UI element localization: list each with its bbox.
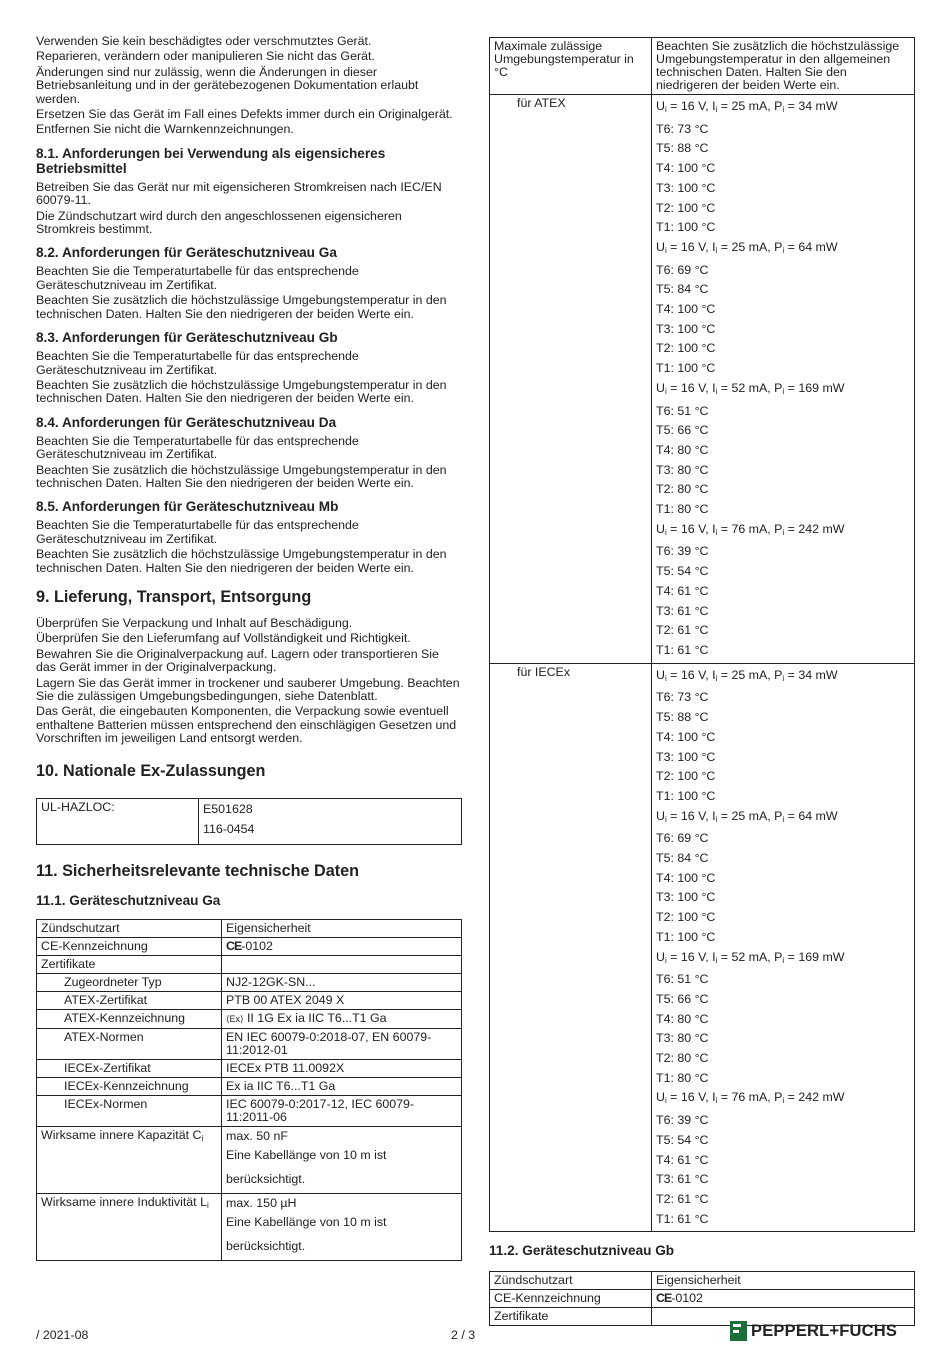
subscript: i bbox=[664, 955, 667, 965]
subscript: i bbox=[664, 245, 667, 255]
cell-label: Zertifikate bbox=[37, 955, 222, 973]
temperature-class: T3: 61 °C bbox=[656, 603, 709, 618]
temperature-class: T6: 69 °C bbox=[656, 831, 709, 846]
temperature-class: T6: 73 °C bbox=[656, 690, 709, 705]
ex-approvals-table bbox=[36, 798, 462, 845]
temperature-class: T3: 100 °C bbox=[656, 321, 716, 336]
iecex-label: für IECEx bbox=[490, 663, 652, 1232]
value-segment: = 16 V, I bbox=[666, 1090, 716, 1105]
temperature-class: T4: 100 °C bbox=[656, 161, 716, 176]
temperature-table bbox=[489, 37, 915, 1232]
electrical-values bbox=[656, 948, 910, 971]
temperature-class: T2: 100 °C bbox=[656, 341, 716, 356]
temperature-class: T5: 54 °C bbox=[656, 1132, 709, 1147]
value-segment: = 242 mW bbox=[784, 521, 845, 536]
cell-label: Zündschutzart bbox=[490, 1272, 652, 1290]
temperature-class: T1: 100 °C bbox=[656, 788, 716, 803]
temperature-class: T5: 88 °C bbox=[656, 710, 709, 725]
cell-value: NJ2-12GK-SN... bbox=[222, 973, 462, 991]
value-segment: = 34 mW bbox=[784, 99, 838, 113]
temperature-class: T3: 61 °C bbox=[656, 1172, 709, 1187]
table-row bbox=[37, 919, 462, 937]
cell-label: IECEx-Kennzeichnung bbox=[37, 1077, 222, 1095]
cell-label: Zertifikate bbox=[490, 1308, 652, 1326]
cell-value: IECEx PTB 11.0092X bbox=[222, 1059, 462, 1077]
inductance-note: Eine Kabellänge von 10 m ist berücksichtigt. bbox=[226, 1214, 387, 1253]
temperature-class: T5: 54 °C bbox=[656, 564, 709, 579]
section-8-4-title: 8.4. Anforderungen für Geräteschutzniveau Da bbox=[36, 414, 337, 430]
value-segment: = 169 mW bbox=[784, 380, 845, 395]
table-row bbox=[490, 1290, 915, 1308]
temperature-class: T1: 100 °C bbox=[656, 220, 716, 235]
table-row bbox=[37, 1028, 462, 1059]
section-8-4-text: Beachten Sie zusätzlich die höchstzulässige Umgebungstemperatur in den technischen Daten. Halten Sie den niedrigeren der beiden Werte ein. bbox=[36, 462, 447, 490]
section-8-3-title: 8.3. Anforderungen für Geräteschutzniveau Gb bbox=[36, 330, 338, 346]
safety-note: Verwenden Sie kein beschädigtes oder verschmutztes Gerät. bbox=[36, 34, 372, 48]
cell-value bbox=[222, 1126, 462, 1193]
section-8-1-text: Die Zündschutzart wird durch den angeschlossenen eigensicheren Stromkreis bestimmt. bbox=[36, 208, 402, 237]
value-segment: = 64 mW bbox=[784, 239, 838, 254]
cell-value bbox=[222, 1193, 462, 1260]
safety-note: Änderungen sind nur zulässig, wenn die Änderungen in dieser Betriebsanleitung und in der gerätebezogenen Dokumentation erlaubt werden. bbox=[36, 64, 419, 106]
brand-name: PEPPERL+FUCHS bbox=[751, 1321, 898, 1340]
section-8-4-text: Beachten Sie die Temperaturtabelle für das entsprechende Geräteschutzniveau im Zertifikat. bbox=[36, 433, 359, 462]
temperature-class: T6: 69 °C bbox=[656, 262, 709, 277]
section-9-text: Bewahren Sie die Originalverpackung auf. Lagern oder transportieren Sie das Gerät immer in der Originalverpackung. bbox=[36, 646, 439, 675]
table-row bbox=[37, 1059, 462, 1077]
temperature-class: T2: 100 °C bbox=[656, 769, 716, 784]
atex-label: für ATEX bbox=[490, 95, 652, 664]
subscript: i bbox=[664, 386, 667, 396]
atex-marking: II 1G Ex ia IIC T6...T1 Ga bbox=[246, 1010, 387, 1025]
footer-date: / 2021-08 bbox=[36, 1328, 89, 1342]
table-row bbox=[37, 973, 462, 991]
table-row bbox=[37, 1193, 462, 1260]
section-9-text: Lagern Sie das Gerät immer in trockener und sauberer Umgebung. Beachten Sie die zulässigen Umgebungsbedingungen, siehe Datenblatt. bbox=[36, 675, 460, 703]
cell-label bbox=[37, 1126, 222, 1193]
table-row bbox=[37, 1077, 462, 1095]
value-segment: = 34 mW bbox=[784, 667, 838, 682]
cell-value: EN IEC 60079-0:2018-07, EN 60079-11:2012-01 bbox=[222, 1028, 462, 1059]
section-8-2-title: 8.2. Anforderungen für Geräteschutzniveau Ga bbox=[36, 245, 337, 261]
subscript: i bbox=[715, 814, 718, 824]
electrical-values bbox=[656, 520, 910, 543]
value-segment: = 16 V, I bbox=[666, 949, 716, 964]
table-row bbox=[37, 991, 462, 1009]
inductance-value: max. 150 µH bbox=[226, 1195, 297, 1210]
table-row bbox=[37, 1126, 462, 1193]
temperature-class: T3: 100 °C bbox=[656, 180, 716, 195]
temperature-class: T3: 80 °C bbox=[656, 1031, 709, 1046]
safety-note: Reparieren, verändern oder manipulieren Sie nicht das Gerät. bbox=[36, 49, 375, 64]
subscript: i bbox=[782, 386, 785, 396]
max-temp-note: Beachten Sie zusätzlich die höchstzulässige Umgebungstemperatur in den allgemeinen technischen Daten. Halten Sie den niedrigeren der beiden Werte ein. bbox=[652, 38, 915, 95]
subscript: i bbox=[664, 105, 667, 114]
value-segment: = 76 mA, P bbox=[717, 1090, 783, 1105]
value-segment: = 16 V, I bbox=[666, 521, 716, 536]
temperature-class: T3: 80 °C bbox=[656, 462, 709, 477]
temperature-class: T1: 61 °C bbox=[656, 642, 709, 657]
temperature-class: T1: 61 °C bbox=[656, 1211, 709, 1226]
temperature-class: T1: 80 °C bbox=[656, 1070, 709, 1085]
cell-value bbox=[222, 937, 462, 955]
temperature-class: T6: 39 °C bbox=[656, 1113, 709, 1128]
value-segment: = 52 mA, P bbox=[717, 949, 783, 964]
subscript: i bbox=[715, 245, 718, 255]
ce-mark-icon: CE bbox=[226, 938, 242, 953]
section-8-1-title: 8.1. Anforderungen bei Verwendung als eigensicheres Betriebsmittel bbox=[36, 145, 386, 176]
table-row bbox=[490, 663, 915, 1232]
temperature-class: T2: 61 °C bbox=[656, 1191, 709, 1206]
page-number: 2 / 3 bbox=[451, 1328, 476, 1342]
subscript: i bbox=[206, 1200, 209, 1210]
temperature-class: T5: 84 °C bbox=[656, 851, 709, 866]
cell-label bbox=[37, 1193, 222, 1260]
electrical-values bbox=[656, 238, 910, 261]
ce-number: -0102 bbox=[241, 938, 273, 953]
subscript: i bbox=[201, 1133, 204, 1143]
value-segment: = 25 mA, P bbox=[717, 667, 783, 682]
subscript: i bbox=[715, 1096, 718, 1106]
cell-value: Eigensicherheit bbox=[652, 1272, 915, 1290]
temperature-class: T4: 100 °C bbox=[656, 302, 716, 317]
value-segment: = 16 V, I bbox=[666, 808, 716, 823]
electrical-values bbox=[656, 807, 910, 830]
section-8-5-text: Beachten Sie zusätzlich die höchstzulässige Umgebungstemperatur in den technischen Daten. Halten Sie den niedrigeren der beiden Werte ein. bbox=[36, 547, 447, 575]
value-segment: = 16 V, I bbox=[666, 99, 716, 113]
temperature-class: T4: 61 °C bbox=[656, 1152, 709, 1167]
subscript: i bbox=[782, 673, 785, 683]
value-segment: U bbox=[656, 521, 665, 536]
temperature-class: T5: 84 °C bbox=[656, 282, 709, 297]
temperature-class: T1: 100 °C bbox=[656, 361, 716, 376]
safety-note: Ersetzen Sie das Gerät im Fall eines Defekts immer durch ein Originalgerät. bbox=[36, 107, 453, 122]
table-row bbox=[37, 1009, 462, 1028]
value-segment: U bbox=[656, 667, 665, 682]
capacitance-label: Wirksame innere Kapazität C bbox=[41, 1127, 202, 1142]
temperature-class: T6: 39 °C bbox=[656, 544, 709, 559]
subscript: i bbox=[664, 1096, 667, 1106]
table-row bbox=[37, 937, 462, 955]
section-8-5-title: 8.5. Anforderungen für Geräteschutzniveau Mb bbox=[36, 499, 339, 515]
subscript: i bbox=[715, 673, 718, 683]
value-segment: = 25 mA, P bbox=[717, 99, 783, 113]
temperature-class: T5: 66 °C bbox=[656, 991, 709, 1006]
cell-value: PTB 00 ATEX 2049 X bbox=[222, 991, 462, 1009]
value-segment: = 76 mA, P bbox=[717, 521, 783, 536]
section-8-2-text: Beachten Sie zusätzlich die höchstzulässige Umgebungstemperatur in den technischen Daten. Halten Sie den niedrigeren der beiden Werte ein. bbox=[36, 293, 447, 321]
left-column bbox=[36, 35, 462, 1261]
value-segment: = 52 mA, P bbox=[717, 380, 783, 395]
temperature-class: T3: 100 °C bbox=[656, 890, 716, 905]
brand-logo bbox=[730, 1320, 897, 1342]
cell-label: ATEX-Kennzeichnung bbox=[37, 1009, 222, 1028]
value-segment: U bbox=[656, 949, 665, 964]
electrical-values bbox=[656, 379, 910, 402]
value-segment: U bbox=[656, 808, 665, 823]
subscript: i bbox=[664, 814, 667, 824]
electrical-values bbox=[656, 666, 910, 689]
section-9-text: Das Gerät, die eingebauten Komponenten, die Verpackung sowie eventuell enthaltene Batterien müssen entsprechend den einschlägigen Gesetzen und Vorschriften im jeweiligen Land entsorgt werden. bbox=[36, 704, 457, 746]
cell-label: ATEX-Normen bbox=[37, 1028, 222, 1059]
temperature-class: T5: 66 °C bbox=[656, 423, 709, 438]
cell-label: ATEX-Zertifikat bbox=[37, 991, 222, 1009]
value-segment: U bbox=[656, 380, 665, 395]
subscript: i bbox=[715, 527, 718, 537]
iecex-temperature-values bbox=[652, 663, 915, 1232]
temperature-class: T3: 100 °C bbox=[656, 749, 716, 764]
temperature-class: T4: 100 °C bbox=[656, 729, 716, 744]
value-segment: = 169 mW bbox=[784, 949, 845, 964]
table-row bbox=[490, 95, 915, 664]
table-row bbox=[37, 955, 462, 973]
cell-label: Zündschutzart bbox=[37, 919, 222, 937]
subscript: i bbox=[782, 105, 785, 114]
subscript: i bbox=[782, 527, 785, 537]
max-temp-label: Maximale zulässige Umgebungstemperatur in °C bbox=[490, 38, 652, 95]
subscript: i bbox=[715, 105, 718, 114]
temperature-class: T2: 80 °C bbox=[656, 1051, 709, 1066]
value-segment: = 16 V, I bbox=[666, 667, 716, 682]
ul-value: E501628 bbox=[203, 801, 253, 816]
temperature-class: T6: 51 °C bbox=[656, 972, 709, 987]
temperature-class: T4: 80 °C bbox=[656, 1011, 709, 1026]
cell-value bbox=[222, 955, 462, 973]
subscript: i bbox=[715, 955, 718, 965]
section-8-3-text: Beachten Sie die Temperaturtabelle für das entsprechende Geräteschutzniveau im Zertifikat. bbox=[36, 349, 359, 377]
section-9-title: 9. Lieferung, Transport, Entsorgung bbox=[36, 587, 312, 606]
section-8-2-text: Beachten Sie die Temperaturtabelle für das entsprechende Geräteschutzniveau im Zertifikat. bbox=[36, 264, 359, 292]
ga-data-table bbox=[36, 919, 462, 1261]
temperature-class: T2: 100 °C bbox=[656, 200, 716, 215]
ul-hazloc-label: UL-HAZLOC: bbox=[37, 798, 199, 844]
section-8-1-text: Betreiben Sie das Gerät nur mit eigensicheren Stromkreisen nach IEC/EN 60079-11. bbox=[36, 179, 442, 208]
section-10-title: 10. Nationale Ex-Zulassungen bbox=[36, 761, 266, 780]
subscript: i bbox=[664, 673, 667, 683]
temperature-class: T1: 100 °C bbox=[656, 929, 716, 944]
temperature-class: T5: 88 °C bbox=[656, 141, 709, 156]
gb-data-table bbox=[489, 1271, 915, 1326]
value-segment: = 242 mW bbox=[784, 1090, 845, 1105]
temperature-class: T1: 80 °C bbox=[656, 502, 709, 517]
temperature-class: T2: 80 °C bbox=[656, 482, 709, 497]
cell-label: CE-Kennzeichnung bbox=[37, 937, 222, 955]
safety-note: Entfernen Sie nicht die Warnkennzeichnungen. bbox=[36, 122, 294, 137]
subscript: i bbox=[782, 245, 785, 255]
brand-mark-icon bbox=[730, 1321, 747, 1341]
section-9-text: Überprüfen Sie den Lieferumfang auf Vollständigkeit und Richtigkeit. bbox=[36, 631, 411, 646]
ex-symbol-icon: ⟨Ex⟩ bbox=[226, 1013, 244, 1024]
subscript: i bbox=[782, 1096, 785, 1106]
value-segment: = 64 mW bbox=[784, 808, 838, 823]
table-row bbox=[490, 38, 915, 95]
cell-value bbox=[652, 1290, 915, 1308]
ce-number: -0102 bbox=[671, 1291, 703, 1306]
subscript: i bbox=[715, 386, 718, 396]
table-row bbox=[37, 1095, 462, 1126]
cell-label: IECEx-Zertifikat bbox=[37, 1059, 222, 1077]
subscript: i bbox=[664, 527, 667, 537]
temperature-class: T4: 100 °C bbox=[656, 870, 716, 885]
right-column bbox=[489, 37, 915, 1326]
inductance-label: Wirksame innere Induktivität L bbox=[41, 1194, 207, 1209]
cell-value: Ex ia IIC T6...T1 Ga bbox=[222, 1077, 462, 1095]
value-segment: U bbox=[656, 99, 665, 113]
subscript: i bbox=[782, 955, 785, 965]
value-segment: = 25 mA, P bbox=[717, 239, 783, 254]
cell-label: CE-Kennzeichnung bbox=[490, 1290, 652, 1308]
section-11-1-title: 11.1. Geräteschutzniveau Ga bbox=[36, 892, 221, 908]
electrical-values bbox=[656, 1088, 910, 1111]
atex-temperature-values bbox=[652, 95, 915, 664]
cell-value bbox=[222, 1009, 462, 1028]
value-segment: = 25 mA, P bbox=[717, 808, 783, 823]
cell-value: IEC 60079-0:2017-12, IEC 60079-11:2011-06 bbox=[222, 1095, 462, 1126]
table-row bbox=[490, 1272, 915, 1290]
value-segment: U bbox=[656, 1090, 665, 1105]
ul-value: 116-0454 bbox=[203, 821, 255, 836]
capacitance-note: Eine Kabellänge von 10 m ist berücksichtigt. bbox=[226, 1147, 387, 1186]
temperature-class: T6: 73 °C bbox=[656, 121, 709, 136]
cell-value: Eigensicherheit bbox=[222, 919, 462, 937]
temperature-class: T2: 61 °C bbox=[656, 623, 709, 638]
ul-hazloc-values bbox=[199, 798, 462, 844]
value-segment: = 16 V, I bbox=[666, 380, 716, 395]
value-segment: = 16 V, I bbox=[666, 239, 716, 254]
section-9-text: Überprüfen Sie Verpackung und Inhalt auf Beschädigung. bbox=[36, 615, 353, 630]
subscript: i bbox=[782, 814, 785, 824]
section-11-2-title: 11.2. Geräteschutzniveau Gb bbox=[489, 1243, 675, 1259]
temperature-class: T2: 100 °C bbox=[656, 910, 716, 925]
electrical-values bbox=[656, 97, 910, 120]
ce-mark-icon: CE bbox=[656, 1291, 672, 1306]
temperature-class: T4: 80 °C bbox=[656, 442, 709, 457]
capacitance-value: max. 50 nF bbox=[226, 1128, 288, 1143]
value-segment: U bbox=[656, 239, 665, 254]
cell-label: Zugeordneter Typ bbox=[37, 973, 222, 991]
temperature-class: T4: 61 °C bbox=[656, 583, 709, 598]
temperature-class: T6: 51 °C bbox=[656, 403, 709, 418]
section-8-3-text: Beachten Sie zusätzlich die höchstzulässige Umgebungstemperatur in den technischen Daten. Halten Sie den niedrigeren der beiden Werte ein. bbox=[36, 377, 447, 406]
section-11-title: 11. Sicherheitsrelevante technische Daten bbox=[36, 861, 359, 880]
cell-label: IECEx-Normen bbox=[37, 1095, 222, 1126]
section-8-5-text: Beachten Sie die Temperaturtabelle für das entsprechende Geräteschutzniveau im Zertifikat. bbox=[36, 518, 359, 546]
